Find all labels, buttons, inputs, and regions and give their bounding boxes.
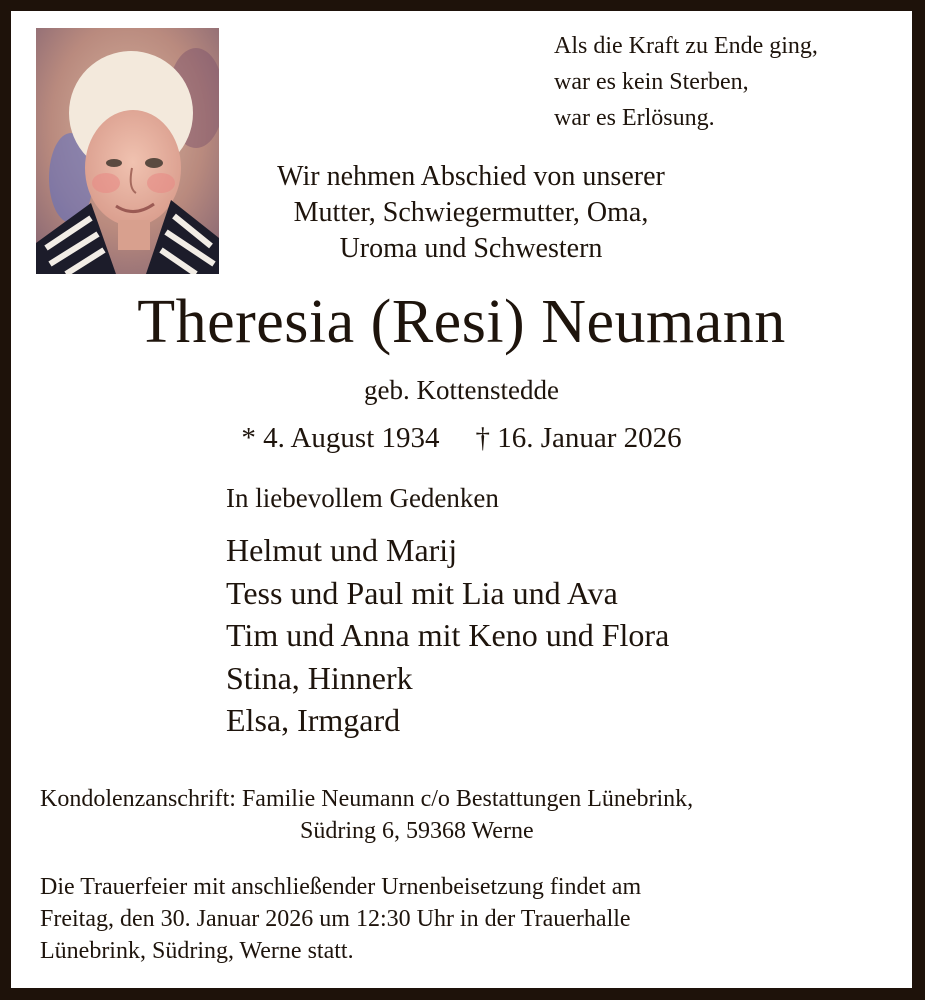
ceremony-line: Freitag, den 30. Januar 2026 um 12:30 Uhr in der Trauerhalle xyxy=(40,906,631,932)
poem-line: war es kein Sterben, xyxy=(554,69,749,95)
ceremony-info xyxy=(40,871,641,967)
mourner-entry: Helmut und Marij xyxy=(226,532,458,568)
portrait-painting-icon xyxy=(36,28,219,274)
obituary-card xyxy=(11,11,912,988)
poem xyxy=(554,28,818,136)
farewell-line: Wir nehmen Abschied von unserer xyxy=(277,161,665,192)
death-date: † 16. Januar 2026 xyxy=(475,422,682,454)
birth-date: * 4. August 1934 xyxy=(241,422,440,454)
mourner-entry: Tess und Paul mit Lia und Ava xyxy=(226,574,618,611)
mourners-list xyxy=(226,529,669,742)
poem-line: Als die Kraft zu Ende ging, xyxy=(554,33,818,59)
memory-heading: In liebevollem Gedenken xyxy=(226,483,499,513)
birth-name: geb. Kottenstedde xyxy=(364,375,559,405)
mourner-entry: Stina, Hinnerk xyxy=(226,659,413,696)
portrait-image xyxy=(36,28,219,274)
farewell-line: Mutter, Schwiegermutter, Oma, xyxy=(293,197,649,228)
life-dates xyxy=(11,419,912,457)
ceremony-line: Lünebrink, Südring, Werne statt. xyxy=(40,938,354,964)
condolence-address xyxy=(40,783,890,847)
condolence-address-line: Südring 6, 59368 Werne xyxy=(300,818,534,844)
mourner-entry: Elsa, Irmgard xyxy=(226,702,401,738)
ceremony-line: Die Trauerfeier mit anschließender Urnenbeisetzung findet am xyxy=(40,874,642,900)
deceased-name: Theresia (Resi) Neumann xyxy=(137,288,786,356)
poem-line: war es Erlösung. xyxy=(554,105,715,131)
farewell-line: Uroma und Schwestern xyxy=(339,233,603,264)
mourner-entry: Tim und Anna mit Keno und Flora xyxy=(226,617,670,653)
farewell-text xyxy=(246,159,696,267)
condolence-line: Kondolenzanschrift: Familie Neumann c/o Bestattungen Lünebrink, xyxy=(40,786,694,812)
